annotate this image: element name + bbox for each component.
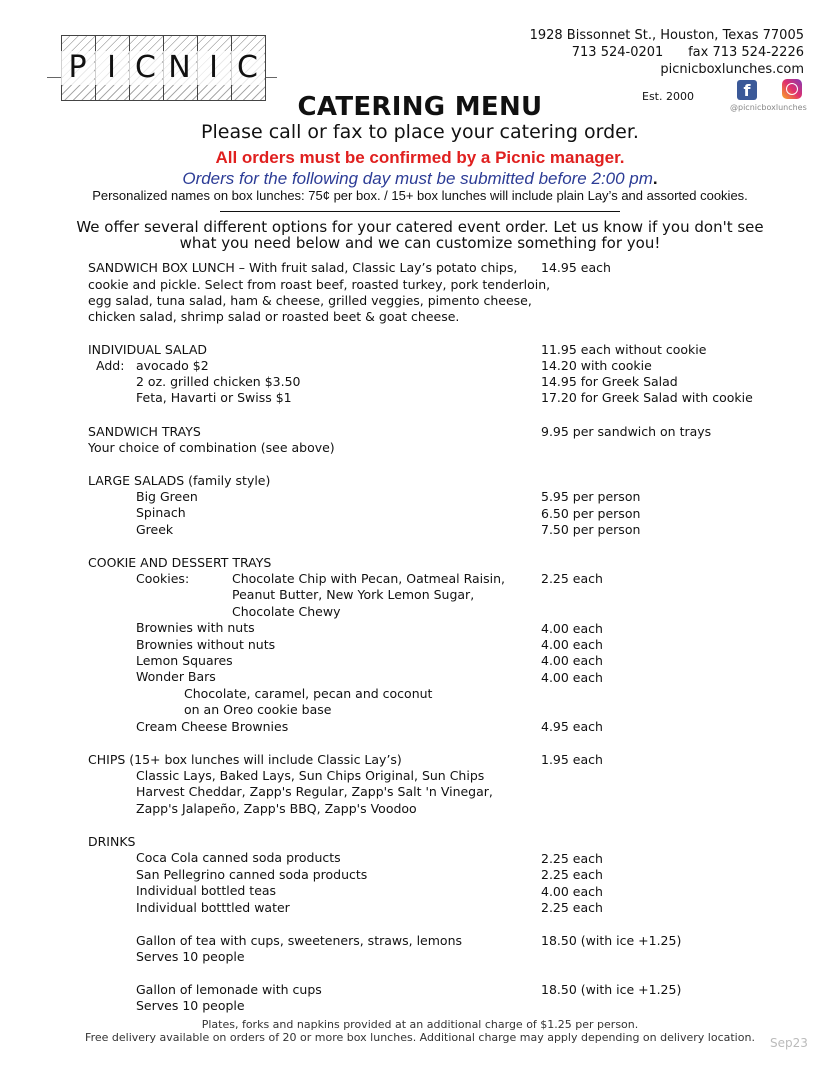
logo-letter: P <box>61 51 94 85</box>
gallon-tea-serves: Serves 10 people <box>136 949 245 964</box>
sandwich-box-price: 14.95 each <box>541 260 611 275</box>
sandwich-trays-desc: Your choice of combination (see above) <box>88 440 335 455</box>
order-deadline-period: . <box>652 169 658 188</box>
gallon-tea: Gallon of tea with cups, sweeteners, straws, lemons <box>136 933 463 948</box>
website-link[interactable]: picnicboxlunches.com <box>660 62 804 77</box>
gallon-lemonade: Gallon of lemonade with cups <box>136 982 322 997</box>
sandwich-trays-heading: SANDWICH TRAYS <box>88 424 201 439</box>
gallon-lemonade-price: 18.50 (with ice +1.25) <box>541 982 682 997</box>
drinks-heading: DRINKS <box>88 834 136 849</box>
cookies-price: 2.25 each <box>541 571 603 586</box>
dessert-price: 4.00 each <box>541 670 603 685</box>
salad-add-item: 2 oz. grilled chicken $3.50 <box>136 374 301 389</box>
sandwich-box-desc: egg salad, tuna salad, ham & cheese, grilled veggies, pimento cheese, <box>88 293 532 308</box>
sandwich-box-heading: SANDWICH BOX LUNCH – With fruit salad, Classic Lay’s potato chips, <box>88 260 518 275</box>
salad-price: 11.95 each without cookie <box>541 342 707 357</box>
sandwich-box-desc: chicken salad, shrimp salad or roasted beet & goat cheese. <box>88 309 460 324</box>
offer-intro <box>0 219 840 251</box>
drink-price: 2.25 each <box>541 900 603 915</box>
sandwich-box-desc: cookie and pickle. Select from roast beef, roasted turkey, pork tenderloin, <box>88 277 551 292</box>
salad-price: 14.95 for Greek Salad <box>541 374 678 389</box>
logo-letter: C <box>231 51 264 85</box>
drink-item: Coca Cola canned soda products <box>136 850 341 865</box>
wonder-bar-desc: Chocolate, caramel, pecan and coconut <box>184 686 433 701</box>
salad-price: 14.20 with cookie <box>541 358 652 373</box>
large-salad-price: 5.95 per person <box>541 489 641 504</box>
instagram-handle: @picnicboxlunches <box>730 103 807 112</box>
call-instruction: Please call or fax to place your catering order. <box>201 121 639 143</box>
large-salad-item: Big Green <box>136 489 198 504</box>
large-salad-item: Greek <box>136 522 174 537</box>
facebook-icon[interactable]: f <box>737 80 757 100</box>
dessert-price: 4.00 each <box>541 637 603 652</box>
address-line: 1928 Bissonnet St., Houston, Texas 77005 <box>529 28 804 43</box>
footer-note: Plates, forks and napkins provided at an additional charge of $1.25 per person. <box>201 1018 639 1031</box>
order-deadline <box>0 169 840 189</box>
chips-price: 1.95 each <box>541 752 603 767</box>
cookie-varieties: Peanut Butter, New York Lemon Sugar, <box>232 587 475 602</box>
large-salads-heading: LARGE SALADS (family style) <box>88 473 271 488</box>
dessert-item: Lemon Squares <box>136 653 233 668</box>
cookie-trays-heading: COOKIE AND DESSERT TRAYS <box>88 555 272 570</box>
established-year: Est. 2000 <box>642 90 694 103</box>
salad-price: 17.20 for Greek Salad with cookie <box>541 390 753 405</box>
dessert-item: Wonder Bars <box>136 669 216 684</box>
personalized-names-note: Personalized names on box lunches: 75¢ per box. / 15+ box lunches will include plain Lay’s and assorted cookies. <box>92 188 748 203</box>
cookie-varieties: Chocolate Chewy <box>232 604 341 619</box>
phone-fax-line: 713 524-0201 fax 713 524-2226 <box>571 45 804 60</box>
gallon-tea-price: 18.50 (with ice +1.25) <box>541 933 682 948</box>
drink-price: 2.25 each <box>541 851 603 866</box>
dessert-price: 4.95 each <box>541 719 603 734</box>
sandwich-trays-price: 9.95 per sandwich on trays <box>541 424 712 439</box>
cookie-varieties: Chocolate Chip with Pecan, Oatmeal Raisin, <box>232 571 506 586</box>
salad-add-item: Feta, Havarti or Swiss $1 <box>136 390 292 405</box>
logo-letter: I <box>197 51 230 85</box>
individual-salad-heading: INDIVIDUAL SALAD <box>88 342 207 357</box>
drink-price: 4.00 each <box>541 884 603 899</box>
page-title <box>0 92 840 122</box>
version-label: Sep23 <box>770 1036 808 1050</box>
footer-delivery-note: Free delivery available on orders of 20 or more box lunches. Additional charge may apply depending on delivery location. <box>85 1031 755 1044</box>
logo-letter: I <box>95 51 128 85</box>
gallon-lemonade-serves: Serves 10 people <box>136 998 245 1013</box>
dessert-price: 4.00 each <box>541 621 603 636</box>
dessert-item: Cream Cheese Brownies <box>136 719 289 734</box>
large-salad-price: 6.50 per person <box>541 506 641 521</box>
drink-price: 2.25 each <box>541 867 603 882</box>
drink-item: Individual botttled water <box>136 900 290 915</box>
chips-varieties: Classic Lays, Baked Lays, Sun Chips Original, Sun Chips <box>136 768 485 783</box>
add-label: Add: <box>96 358 125 373</box>
cookies-label: Cookies: <box>136 571 190 586</box>
chips-heading: CHIPS (15+ box lunches will include Classic Lay’s) <box>88 752 402 767</box>
drink-item: Individual bottled teas <box>136 883 277 898</box>
page-title-text: CATERING MENU <box>297 92 543 122</box>
dessert-price: 4.00 each <box>541 653 603 668</box>
chips-varieties: Harvest Cheddar, Zapp's Regular, Zapp's Salt 'n Vinegar, <box>136 784 493 799</box>
order-deadline-text: Orders for the following day must be submitted before 2:00 pm <box>182 169 653 188</box>
logo-letter: N <box>163 51 196 85</box>
large-salad-price: 7.50 per person <box>541 522 641 537</box>
offer-line: what you need below and we can customize something for you! <box>179 234 661 252</box>
large-salad-item: Spinach <box>136 505 186 520</box>
chips-varieties: Zapp's Jalapeño, Zapp's BBQ, Zapp's Voodoo <box>136 801 417 816</box>
logo-letter: C <box>129 51 162 85</box>
salad-add-item: avocado $2 <box>136 358 209 373</box>
wonder-bar-desc: on an Oreo cookie base <box>184 702 332 717</box>
drink-item: San Pellegrino canned soda products <box>136 867 368 882</box>
offer-line: We offer several different options for your catered event order. Let us know if you don't see <box>76 218 764 236</box>
dessert-item: Brownies without nuts <box>136 637 276 652</box>
divider <box>220 211 620 212</box>
dessert-item: Brownies with nuts <box>136 620 255 635</box>
confirm-notice: All orders must be confirmed by a Picnic manager. <box>215 148 625 167</box>
